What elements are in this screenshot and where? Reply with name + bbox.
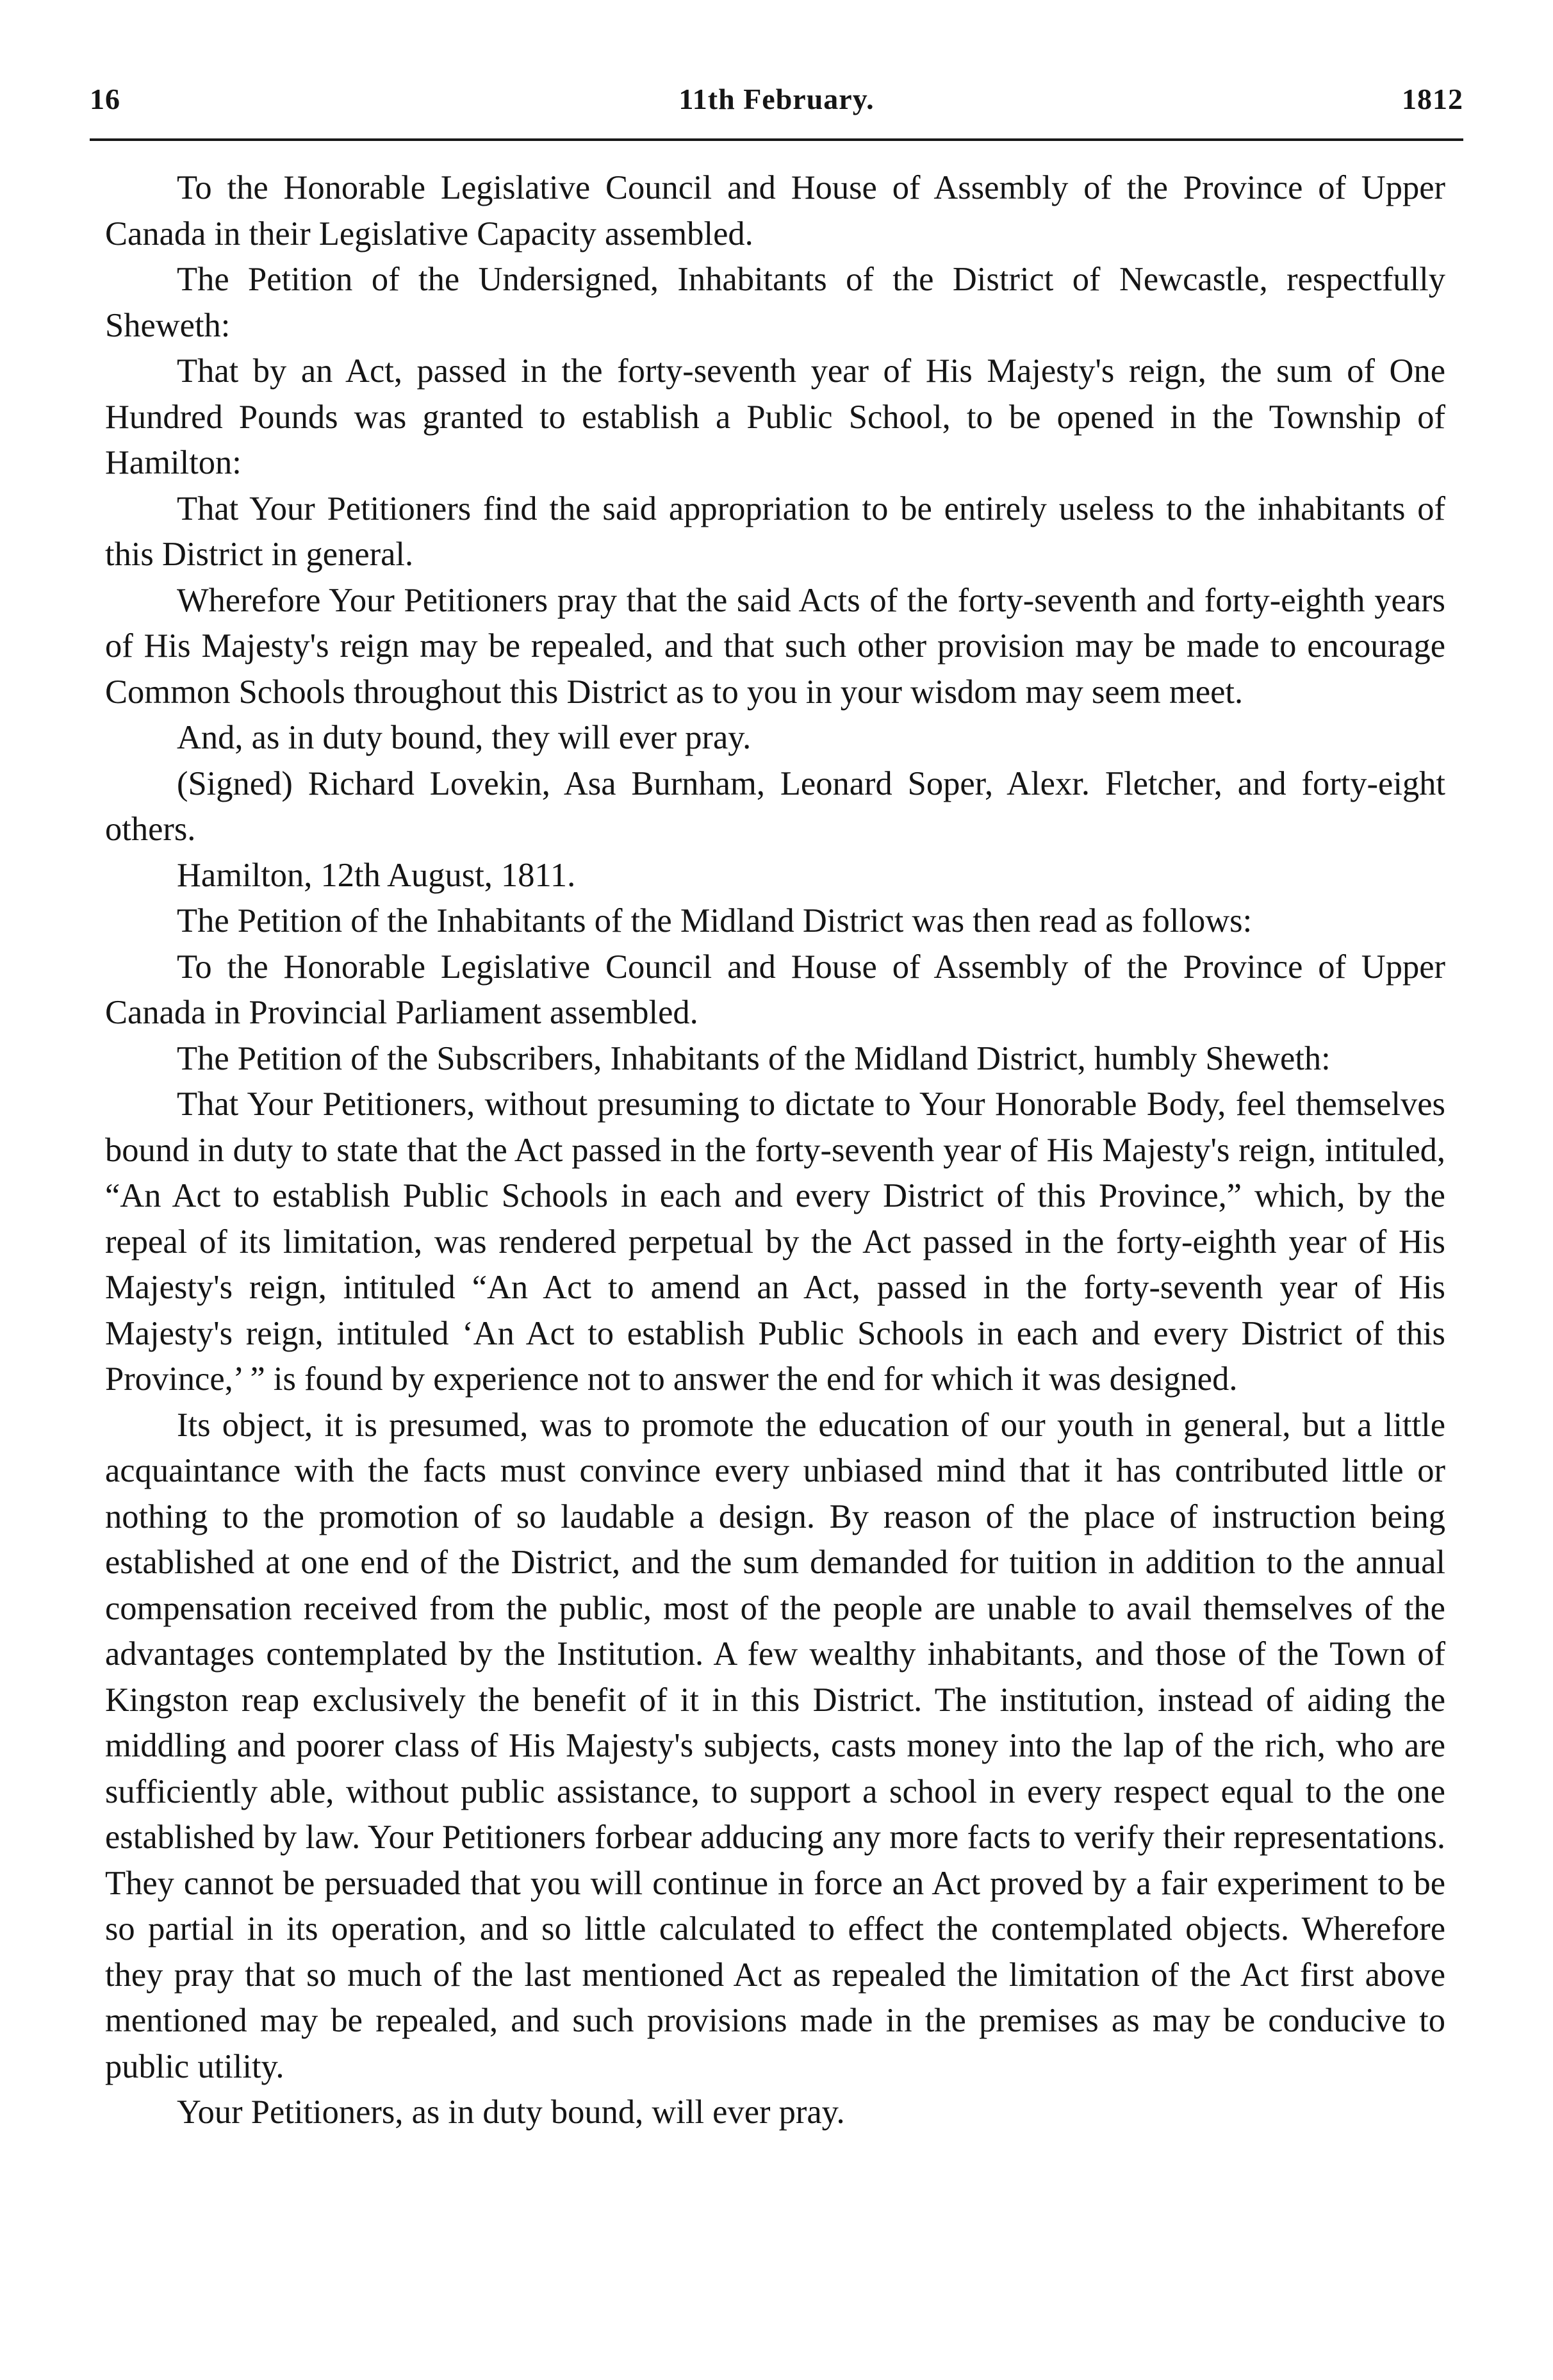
paragraph-petition-midland: The Petition of the Subscribers, Inhabitants of the Midland District, humbly Sheweth: xyxy=(177,1039,1331,1077)
paragraph-petition-newcastle: The Petition of the Undersigned, Inhabitants of the District of Newcastle, respectfully Sheweth: xyxy=(105,261,1445,344)
paragraph-address-midland: To the Honorable Legislative Council and House of Assembly of the Province of Upper Canada in Provincial Parliament assembled. xyxy=(105,948,1445,1031)
page-header xyxy=(90,82,1463,116)
paragraph-midland-read: The Petition of the Inhabitants of the Midland District was then read as follows: xyxy=(177,902,1253,939)
paragraph-ever-pray: Your Petitioners, as in duty bound, will ever pray. xyxy=(177,2094,845,2131)
paragraph-address-newcastle: To the Honorable Legislative Council and House of Assembly of the Province of Upper Canada in their Legislative Capacity assembled. xyxy=(105,169,1445,252)
header-year: 1812 xyxy=(1402,83,1463,115)
page-number: 16 xyxy=(90,83,120,115)
document-body xyxy=(105,165,1445,2136)
paragraph-wherefore-newcastle: Wherefore Your Petitioners pray that the said Acts of the forty-seventh and forty-eighth years of His Majesty's reign may be repealed, and that such other provision may be made to encourage Common Schools throughout this District as to you in your wisdom may seem meet. xyxy=(105,581,1445,711)
paragraph-useless: That Your Petitioners find the said appropriation to be entirely useless to the inhabitants of this District in general. xyxy=(105,490,1445,573)
paragraph-duty-bound: And, as in duty bound, they will ever pray. xyxy=(177,719,752,756)
paragraph-signed: (Signed) Richard Lovekin, Asa Burnham, Leonard Soper, Alexr. Fletcher, and forty-eight others. xyxy=(105,764,1445,848)
paragraph-act-granted: That by an Act, passed in the forty-seventh year of His Majesty's reign, the sum of One Hundred Pounds was granted to establish a Public School, to be opened in the Township of Hamilton: xyxy=(105,352,1445,481)
paragraph-act-intituled: That Your Petitioners, without presuming to dictate to Your Honorable Body, feel themselves bound in duty to state that the Act passed in the forty-seventh year of His Majesty's reign, intituled, “An Act to establish Public Schools in each and every District of this Province,” which, by the repeal of its limitation, was rendered perpetual by the Act passed in the forty-eighth year of His Majesty's reign, intituled “An Act to amend an Act, passed in the forty-seventh year of His Majesty's reign, intituled ‘An Act to establish Public Schools in each and every District of this Province,’ ” is found by experience not to answer the end for which it was designed. xyxy=(105,1086,1445,1398)
header-rule xyxy=(90,138,1463,141)
running-title: 11th February. xyxy=(678,83,875,115)
paragraph-its-object: Its object, it is presumed, was to promote the education of our youth in general, but a little acquaintance with the facts must convince every unbiased mind that it has contributed little or nothing to the promotion of so laudable a design. By reason of the place of instruction being established at one end of the District, and the sum demanded for tuition in addition to the annual compensation received from the public, most of the people are unable to avail themselves of the advantages contemplated by the Institution. A few wealthy inhabitants, and those of the Town of Kingston reap exclusively the benefit of it in this District. The institution, instead of aiding the middling and poorer class of His Majesty's subjects, casts money into the lap of the rich, who are sufficiently able, without public assistance, to support a school in every respect equal to the one established by law. Your Petitioners forbear adducing any more facts to verify their representations. They cannot be persuaded that you will continue in force an Act proved by a fair experiment to be so partial in its operation, and so little calculated to effect the contemplated objects. Wherefore they pray that so much of the last mentioned Act as repealed the limitation of the Act first above mentioned may be repealed, and such provisions made in the premises as may be conducive to public utility. xyxy=(105,1406,1445,2085)
paragraph-date: Hamilton, 12th August, 1811. xyxy=(177,856,576,894)
